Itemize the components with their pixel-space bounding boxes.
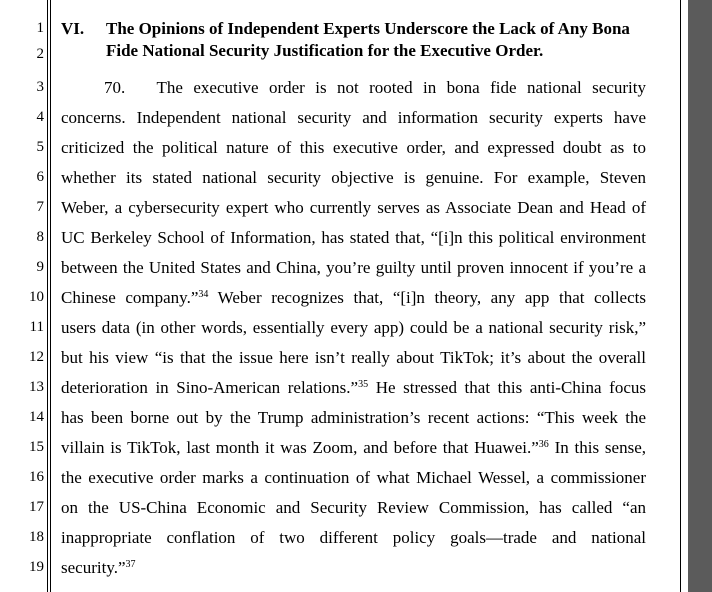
paragraph-line: between the United States and China, you’re guilty until proven innocent if you’re a bbox=[61, 258, 646, 277]
footnote-marker[interactable]: 35 bbox=[358, 379, 369, 390]
text-segment: Chinese company.” bbox=[61, 288, 199, 307]
paragraph-line: users data (in other words, essentially every app) could be a national security risk,” bbox=[61, 318, 646, 337]
right-margin-rule bbox=[680, 0, 681, 592]
line-number: 11 bbox=[29, 319, 44, 335]
line-number: 4 bbox=[36, 109, 44, 125]
line-number: 2 bbox=[36, 46, 44, 62]
left-margin-rule-inner bbox=[50, 0, 51, 592]
line-number: 9 bbox=[36, 259, 44, 275]
paragraph-line: has been borne out by the Trump administration’s recent actions: “This week the bbox=[61, 408, 646, 427]
line-number: 13 bbox=[29, 379, 44, 395]
line-number: 16 bbox=[29, 469, 44, 485]
paragraph-line: the executive order marks a continuation of what Michael Wessel, a commissioner bbox=[61, 468, 646, 487]
text-segment: villain is TikTok, last month it was Zoom, and before that Huawei.” bbox=[61, 438, 539, 457]
line-number: 10 bbox=[29, 289, 44, 305]
paragraph-line bbox=[61, 288, 646, 308]
paragraph-line bbox=[61, 378, 646, 398]
line-number: 19 bbox=[29, 559, 44, 575]
footnote-marker[interactable]: 36 bbox=[538, 439, 549, 450]
footnote-marker[interactable]: 37 bbox=[125, 559, 136, 570]
text-segment: security.” bbox=[61, 558, 126, 577]
text-segment: Weber recognizes that, “[i]n theory, any app that collects bbox=[208, 288, 646, 307]
paragraph-line: on the US-China Economic and Security Review Commission, has called “an bbox=[61, 498, 646, 517]
paragraph-line: UC Berkeley School of Information, has stated that, “[i]n this political environment bbox=[61, 228, 646, 247]
paragraph-line bbox=[61, 438, 646, 458]
paragraph-line: Weber, a cybersecurity expert who currently serves as Associate Dean and Head of bbox=[61, 198, 646, 217]
left-margin-rule bbox=[47, 0, 48, 592]
section-heading-line: Fide National Security Justification for the Executive Order. bbox=[106, 41, 544, 60]
text-segment: In this sense, bbox=[548, 438, 646, 457]
section-number: VI. bbox=[61, 19, 85, 38]
line-number: 1 bbox=[36, 20, 44, 36]
paragraph-line: 70. The executive order is not rooted in bona fide national security bbox=[104, 78, 646, 97]
line-number: 17 bbox=[29, 499, 44, 515]
line-number: 3 bbox=[36, 79, 44, 95]
line-number: 6 bbox=[36, 169, 44, 185]
section-heading-line: The Opinions of Independent Experts Underscore the Lack of Any Bona bbox=[106, 19, 630, 38]
footnote-marker[interactable]: 34 bbox=[198, 289, 209, 300]
paragraph-line: concerns. Independent national security and information security experts have bbox=[61, 108, 646, 127]
text-segment: deterioration in Sino-American relations.” bbox=[61, 378, 359, 397]
line-number: 5 bbox=[36, 139, 44, 155]
line-number: 12 bbox=[29, 349, 44, 365]
line-number: 8 bbox=[36, 229, 44, 245]
viewer-background bbox=[688, 0, 712, 592]
paragraph-line: inappropriate conflation of two different policy goals—trade and national bbox=[61, 528, 646, 547]
text-segment: He stressed that this anti-China focus bbox=[368, 378, 646, 397]
line-number: 7 bbox=[36, 199, 44, 215]
line-number: 18 bbox=[29, 529, 44, 545]
line-number: 14 bbox=[29, 409, 44, 425]
line-numbers-column bbox=[18, 0, 44, 592]
paragraph-line bbox=[61, 558, 646, 578]
paragraph-line: whether its stated national security objective is genuine. For example, Steven bbox=[61, 168, 646, 187]
paragraph-line: criticized the political nature of this executive order, and expressed doubt as to bbox=[61, 138, 646, 157]
line-number: 15 bbox=[29, 439, 44, 455]
paragraph-line: but his view “is that the issue here isn’t really about TikTok; it’s about the overall bbox=[61, 348, 646, 367]
